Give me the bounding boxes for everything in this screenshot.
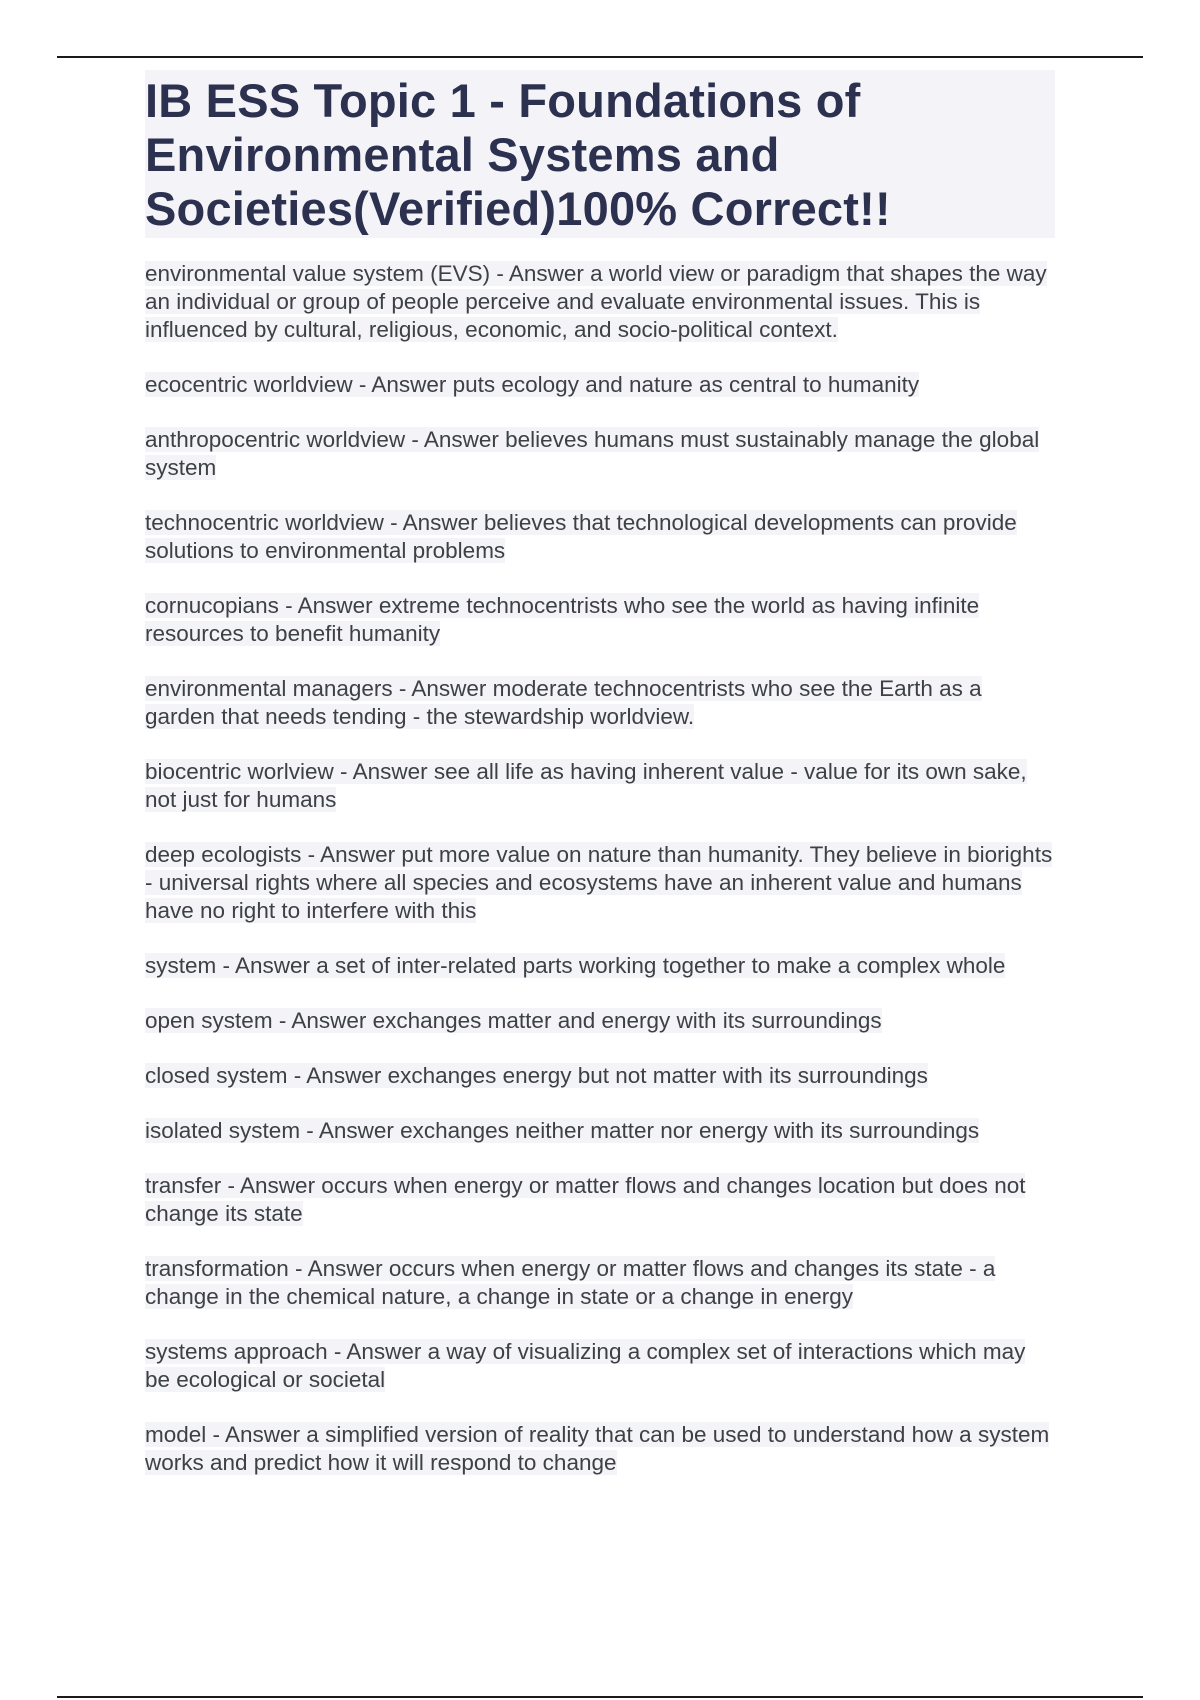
entry-system (145, 952, 1055, 980)
entry-text: environmental value system (EVS) - Answer a world view or paradigm that shapes the way an individual or group of people perceive and evaluate environmental issues. This is influenced by cultural, religious, economic, and socio-political context. (145, 261, 1047, 342)
entry-text: systems approach - Answer a way of visualizing a complex set of interactions which may be ecological or societal (145, 1339, 1026, 1392)
entry-text: environmental managers - Answer moderate technocentrists who see the Earth as a garden that needs tending - the stewardship worldview. (145, 676, 982, 729)
entry-biocentric (145, 758, 1055, 814)
entry-ecocentric (145, 371, 1055, 399)
bottom-rule (57, 1696, 1143, 1698)
entry-transformation (145, 1255, 1055, 1311)
entry-anthropocentric (145, 426, 1055, 482)
entry-cornucopians (145, 592, 1055, 648)
entry-evs (145, 260, 1055, 344)
entry-deep-ecologists (145, 841, 1055, 925)
entry-model (145, 1421, 1055, 1477)
entry-systems-approach (145, 1338, 1055, 1394)
entry-text: anthropocentric worldview - Answer believes humans must sustainably manage the global system (145, 427, 1040, 480)
entry-technocentric (145, 509, 1055, 565)
entry-open-system (145, 1007, 1055, 1035)
entry-text: transfer - Answer occurs when energy or matter flows and changes location but does not change its state (145, 1173, 1026, 1226)
document-title: IB ESS Topic 1 - Foundations of Environmental Systems and Societies(Verified)100% Correct!! (145, 74, 891, 235)
entry-text: open system - Answer exchanges matter and energy with its surroundings (145, 1008, 882, 1033)
entry-transfer (145, 1172, 1055, 1228)
entry-list (145, 260, 1055, 1477)
entry-text: system - Answer a set of inter-related parts working together to make a complex whole (145, 953, 1006, 978)
entry-environmental-managers (145, 675, 1055, 731)
entry-text: deep ecologists - Answer put more value on nature than humanity. They believe in biorights - universal rights where all species and ecosystems have an inherent value and humans have no right to interfere with this (145, 842, 1053, 923)
document-body (145, 70, 1055, 1504)
entry-text: technocentric worldview - Answer believes that technological developments can provide solutions to environmental problems (145, 510, 1017, 563)
entry-text: closed system - Answer exchanges energy but not matter with its surroundings (145, 1063, 928, 1088)
entry-text: ecocentric worldview - Answer puts ecology and nature as central to humanity (145, 372, 920, 397)
title-block (145, 70, 1055, 238)
entry-isolated-system (145, 1117, 1055, 1145)
entry-text: biocentric worlview - Answer see all life as having inherent value - value for its own sake, not just for humans (145, 759, 1027, 812)
entry-text: cornucopians - Answer extreme technocentrists who see the world as having infinite resources to benefit humanity (145, 593, 980, 646)
entry-text: transformation - Answer occurs when energy or matter flows and changes its state - a change in the chemical nature, a change in state or a change in energy (145, 1256, 996, 1309)
entry-text: isolated system - Answer exchanges neither matter nor energy with its surroundings (145, 1118, 980, 1143)
top-rule (57, 56, 1143, 58)
entry-text: model - Answer a simplified version of reality that can be used to understand how a system works and predict how it will respond to change (145, 1422, 1050, 1475)
entry-closed-system (145, 1062, 1055, 1090)
